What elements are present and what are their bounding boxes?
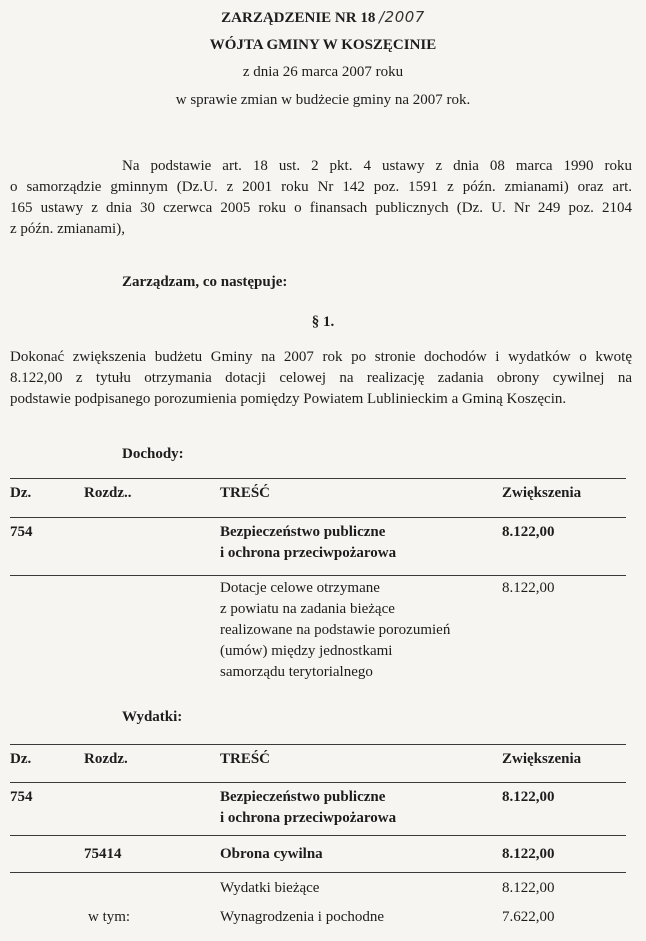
table-divider: [10, 744, 626, 745]
column-header-dz: Dz.: [10, 751, 32, 767]
section-line: 8.122,00 z tytułu otrzymania dotacji celowej na realizację zadania obrony cywilnej na: [10, 370, 632, 386]
section-paragraph: [10, 347, 632, 410]
preamble-line: z późn. zmianami),: [10, 221, 125, 237]
order-heading: Zarządzam, co następuje:: [122, 274, 288, 290]
document-date: z dnia 26 marca 2007 roku: [242, 64, 404, 80]
description-line: z powiatu na zadania bieżące: [220, 601, 395, 617]
description-line: samorządu terytorialnego: [220, 664, 373, 680]
preamble-line: Na podstawie art. 18 ust. 2 pkt. 4 ustawy z dnia 08 marca 1990 roku: [122, 158, 632, 174]
table-divider: [10, 517, 626, 518]
table-divider: [10, 835, 626, 836]
expense-row-note: w tym:: [88, 909, 131, 925]
column-header-rozdz: Rozdz..: [84, 485, 132, 501]
handwritten-year: /2007: [379, 8, 425, 26]
expense-row-description: Obrona cywilna: [220, 846, 323, 862]
description-line: Dotacje celowe otrzymane: [220, 580, 380, 596]
expense-row-description: Wynagrodzenia i pochodne: [220, 909, 385, 925]
expenses-heading: Wydatki:: [122, 709, 183, 725]
table-divider: [10, 478, 626, 479]
description-line: (umów) między jednostkami: [220, 643, 393, 659]
expense-row-value: 7.622,00: [502, 909, 555, 925]
column-header-tresc: TREŚĆ: [220, 485, 271, 501]
expense-row-value: 8.122,00: [502, 846, 555, 862]
section-mark: § 1.: [311, 314, 335, 330]
income-row-dz: 754: [10, 524, 33, 540]
preamble-line: 165 ustawy z dnia 30 czerwca 2005 roku o finansach publicznych (Dz. U. Nr 249 poz. 2104: [10, 200, 632, 216]
expense-row-rozdz: 75414: [84, 846, 122, 862]
description-line: realizowane na podstawie porozumień: [220, 622, 451, 638]
column-header-zwiekszenia: Zwiększenia: [502, 485, 582, 501]
title-text: ZARZĄDZENIE NR 18: [221, 10, 376, 26]
table-divider: [10, 872, 626, 873]
description-line: i ochrona przeciwpożarowa: [220, 810, 397, 826]
income-row-description: [220, 578, 490, 683]
document-title: [0, 8, 646, 27]
description-line: i ochrona przeciwpożarowa: [220, 545, 397, 561]
section-line: podstawie podpisanego porozumienia pomiędzy Powiatem Lublinieckim a Gminą Koszęcin.: [10, 391, 567, 407]
expense-row-dz: 754: [10, 789, 33, 805]
income-row-value: 8.122,00: [502, 580, 555, 596]
column-header-tresc: TREŚĆ: [220, 751, 271, 767]
column-header-zwiekszenia: Zwiększenia: [502, 751, 582, 767]
income-row-value: 8.122,00: [502, 524, 555, 540]
legal-basis-paragraph: [10, 156, 632, 240]
column-header-rozdz: Rozdz.: [84, 751, 128, 767]
table-divider: [10, 575, 626, 576]
issuing-authority: WÓJTA GMINY W KOSZĘCINIE: [209, 37, 437, 53]
document-subject: w sprawie zmian w budżecie gminy na 2007 rok.: [175, 92, 471, 108]
table-divider: [10, 782, 626, 783]
income-row-description: [220, 522, 490, 564]
expense-row-value: 8.122,00: [502, 789, 555, 805]
preamble-line: o samorządzie gminnym (Dz.U. z 2001 roku Nr 142 poz. 1591 z późn. zmianami) oraz art.: [10, 179, 632, 195]
description-line: Bezpieczeństwo publiczne: [220, 524, 386, 540]
expense-row-value: 8.122,00: [502, 880, 555, 896]
income-heading: Dochody:: [122, 446, 184, 462]
description-line: Bezpieczeństwo publiczne: [220, 789, 386, 805]
expense-row-description: Wydatki bieżące: [220, 880, 320, 896]
expense-row-description: [220, 787, 490, 829]
section-line: Dokonać zwiększenia budżetu Gminy na 2007 rok po stronie dochodów i wydatków o kwotę: [10, 349, 632, 365]
column-header-dz: Dz.: [10, 485, 32, 501]
